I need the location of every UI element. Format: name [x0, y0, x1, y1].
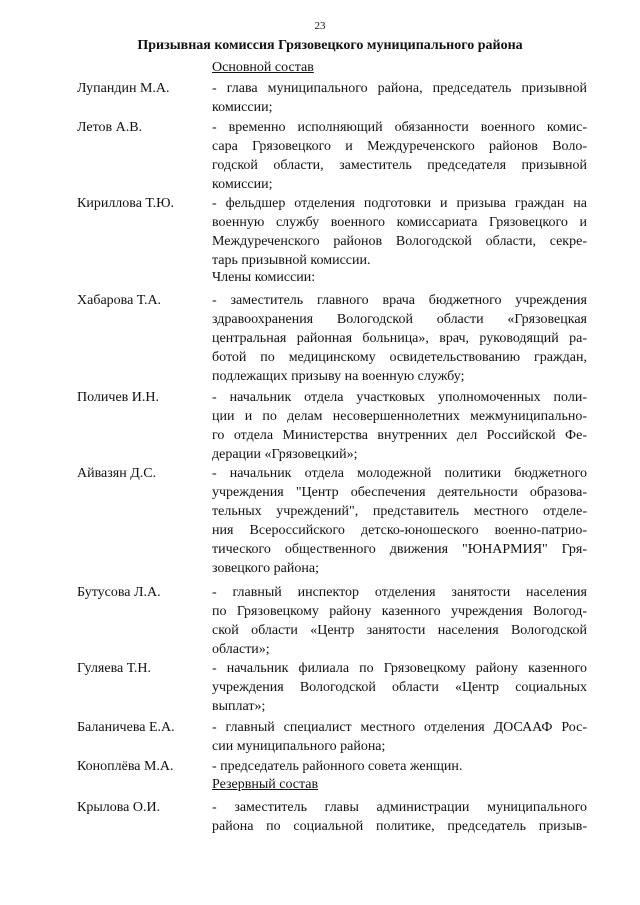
section-main-composition: Основной состав — [212, 60, 314, 75]
member-role — [212, 118, 587, 194]
role-line: ботой по медицинскому освидетельствованию граждан, — [212, 350, 587, 365]
role-line: ции и по делам несовершеннолетних межмуниципально- — [212, 409, 587, 424]
member-name: Летов А.В. — [77, 120, 143, 135]
member-role — [212, 757, 587, 776]
role-line: ния Всероссийского детско-юношеского военно-патрио- — [212, 523, 587, 538]
member-name: Айвазян Д.С. — [77, 466, 157, 481]
role-line: выплат»; — [212, 699, 266, 714]
role-line: го отдела Министерства внутренних дел Российской Фе- — [212, 428, 587, 443]
role-line: учреждения "Центр обеспечения деятельности образова- — [212, 485, 587, 500]
role-line: - начальник отдела участковых уполномоченных поли- — [212, 390, 587, 405]
member-role — [212, 659, 587, 716]
role-line: ской области «Центр занятости населения Вологодской — [212, 623, 587, 638]
role-line: тельных учреждений", представитель местного отделе- — [212, 504, 587, 519]
member-role — [212, 388, 587, 464]
member-role — [212, 798, 587, 836]
member-role — [212, 718, 587, 756]
role-line: - заместитель главы администрации муниципального — [212, 800, 587, 815]
section-members-heading: Члены комиссии: — [212, 270, 316, 285]
role-line: - временно исполняющий обязанности военного комис- — [212, 120, 587, 135]
member-role — [212, 464, 587, 578]
role-line: дерации «Грязовецкий»; — [212, 447, 358, 462]
role-line: - фельдшер отделения подготовки и призыва граждан на — [212, 196, 587, 211]
role-line: Междуреченского районов Вологодской области, секре- — [212, 234, 587, 249]
role-line: сии муниципального района; — [212, 739, 386, 754]
member-name: Хабарова Т.А. — [77, 293, 162, 308]
member-name: Гуляева Т.Н. — [77, 661, 151, 676]
member-name: Крылова О.И. — [77, 800, 161, 815]
role-line: по Грязовецкому району казенного учреждения Вологод- — [212, 604, 587, 619]
role-line: тического общественного движения "ЮНАРМИЯ" Гря- — [212, 542, 587, 557]
member-name: Коноплёва М.А. — [77, 759, 174, 774]
page-number: 23 — [314, 20, 326, 32]
role-line: военную службу военного комиссариата Грязовецкого и — [212, 215, 587, 230]
member-role — [212, 583, 587, 659]
role-line: здравоохранения Вологодской области «Грязовецкая — [212, 312, 587, 327]
role-line: - главный специалист местного отделения ДОСААФ Рос- — [212, 720, 587, 735]
role-line: годской области, заместитель председателя призывной — [212, 158, 587, 173]
role-line: тарь призывной комиссии. — [212, 253, 371, 268]
role-line: - председатель районного совета женщин. — [212, 759, 463, 774]
role-line: - начальник филиала по Грязовецкому району казенного — [212, 661, 587, 676]
member-name: Поличев И.Н. — [77, 390, 159, 405]
role-line: - заместитель главного врача бюджетного учреждения — [212, 293, 587, 308]
member-role — [212, 291, 587, 386]
member-name: Баланичева Е.А. — [77, 720, 175, 735]
role-line: - главный инспектор отделения занятости населения — [212, 585, 587, 600]
role-line: центральная районная больница», врач, руководящий ра- — [212, 331, 587, 346]
role-line: комиссии; — [212, 177, 273, 192]
role-line: зовецкого района; — [212, 561, 319, 576]
section-reserve-composition: Резервный состав — [212, 777, 319, 792]
role-line: - глава муниципального района, председатель призывной — [212, 81, 587, 96]
role-line: подлежащих призыву на военную службу; — [212, 369, 465, 384]
member-name: Лупандин М.А. — [77, 81, 170, 96]
role-line: комиссии; — [212, 100, 273, 115]
member-name: Кириллова Т.Ю. — [77, 196, 174, 211]
role-line: района по социальной политике, председатель призыв- — [212, 819, 587, 834]
member-role — [212, 79, 587, 117]
member-name: Бутусова Л.А. — [77, 585, 161, 600]
role-line: - начальник отдела молодежной политики бюджетного — [212, 466, 587, 481]
document-title: Призывная комиссия Грязовецкого муниципального района — [137, 38, 523, 53]
member-role — [212, 194, 587, 270]
role-line: области»; — [212, 642, 270, 657]
role-line: учреждения Вологодской области «Центр социальных — [212, 680, 587, 695]
role-line: сара Грязовецкого и Междуреченского районов Воло- — [212, 139, 587, 154]
